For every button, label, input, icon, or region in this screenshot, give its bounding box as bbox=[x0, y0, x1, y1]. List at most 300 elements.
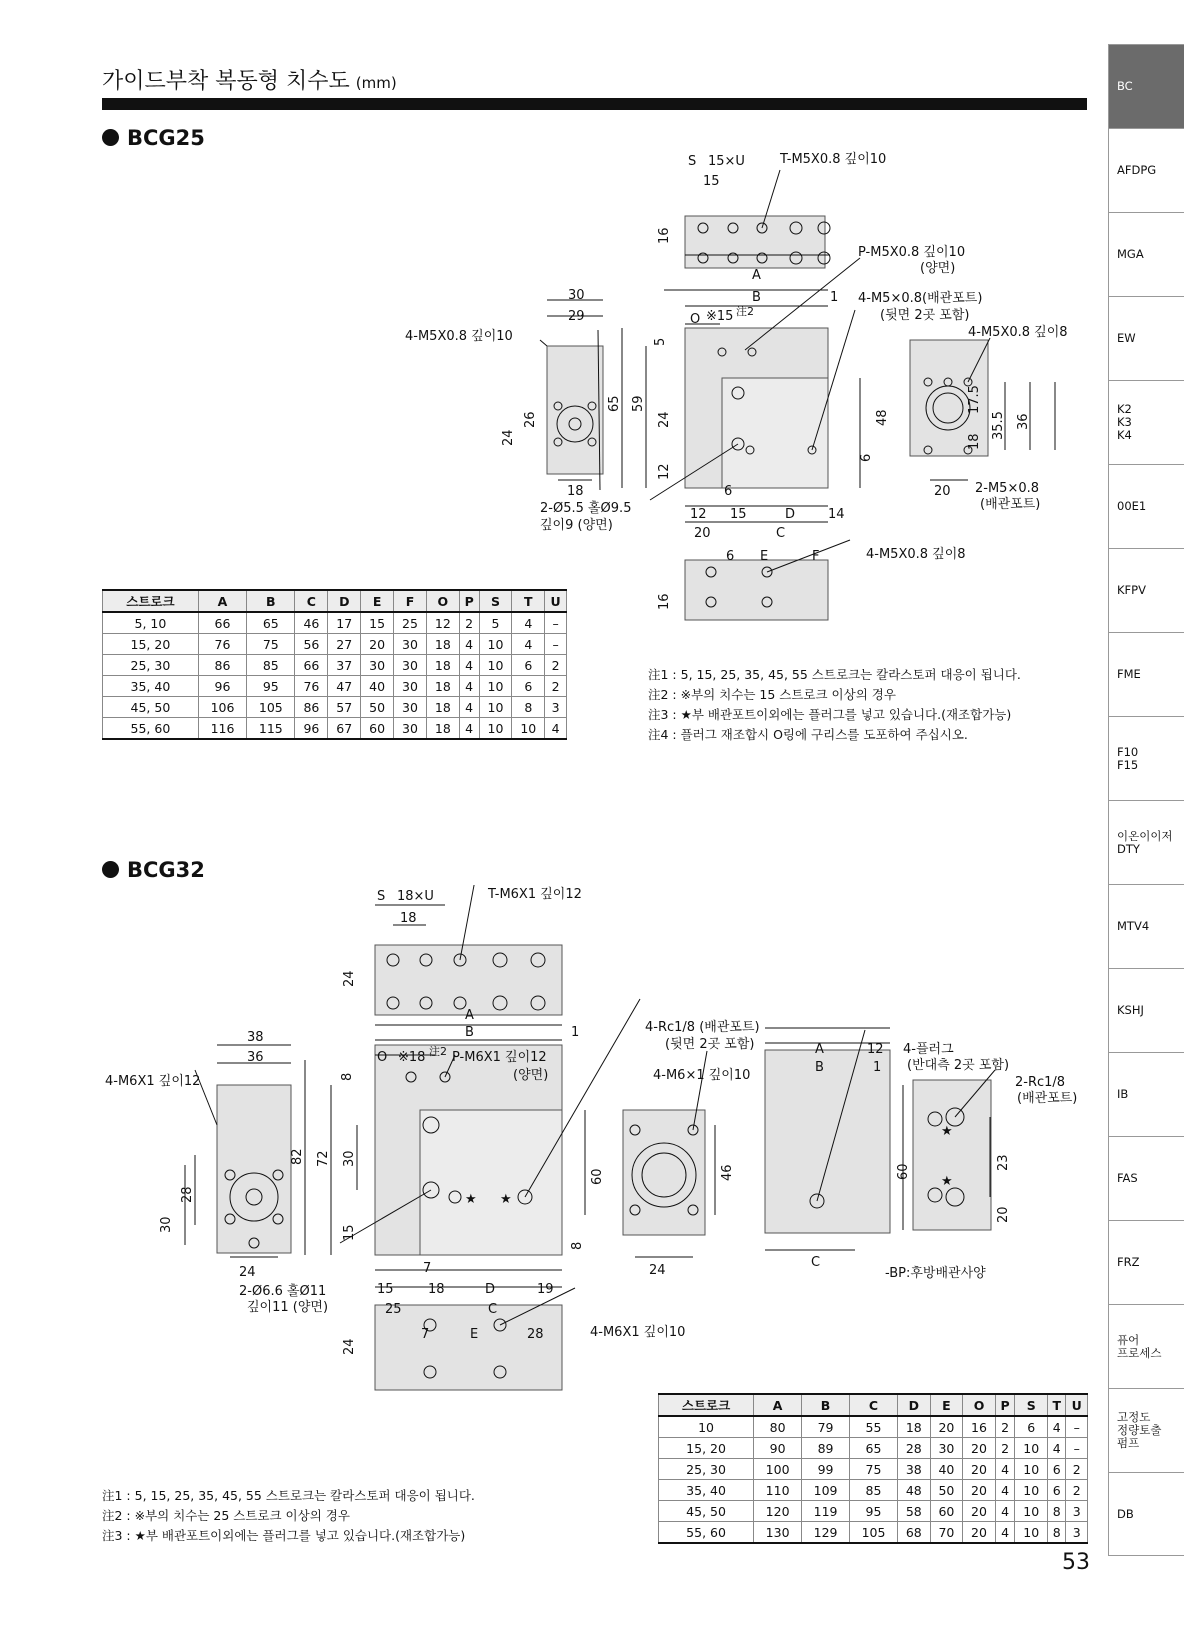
bcg32-label-d: D bbox=[485, 1282, 496, 1297]
table-cell: 20 bbox=[963, 1480, 996, 1501]
table-cell: 76 bbox=[198, 634, 246, 655]
bcg32-label-left-thread: 4-M6X1 깊이12 bbox=[105, 1074, 201, 1089]
bcg32-label-25: 25 bbox=[385, 1302, 402, 1317]
table-cell: 25, 30 bbox=[103, 655, 199, 676]
table-cell: 5 bbox=[479, 612, 512, 634]
table-cell: 37 bbox=[328, 655, 361, 676]
table-header-cell: B bbox=[802, 1394, 850, 1416]
bcg32-label-46: 46 bbox=[720, 1164, 735, 1181]
table-cell: 130 bbox=[754, 1522, 802, 1544]
category-sidebar bbox=[1108, 44, 1184, 1556]
table-cell: 6 bbox=[1015, 1416, 1048, 1438]
table-cell: – bbox=[545, 612, 567, 634]
table-cell: 86 bbox=[295, 697, 328, 718]
note-line: 注2 : ※부의 치수는 15 스트로크 이상의 경우 bbox=[648, 687, 896, 702]
bcg25-label-b-thread: 4-M5X0.8 깊이8 bbox=[866, 547, 966, 562]
table-cell: 15 bbox=[361, 612, 394, 634]
table-cell: 4 bbox=[995, 1522, 1015, 1544]
bcg32-label-24: 24 bbox=[342, 970, 357, 987]
table-row bbox=[659, 1416, 1088, 1438]
bcg32-label-hole: 2-Ø6.6 홀Ø11 bbox=[239, 1284, 327, 1299]
table-cell: 119 bbox=[802, 1501, 850, 1522]
table-cell: 4 bbox=[459, 634, 479, 655]
table-header-cell: E bbox=[930, 1394, 963, 1416]
table-cell: 65 bbox=[850, 1438, 898, 1459]
sidebar-item-label: EW bbox=[1117, 331, 1136, 345]
table-cell: 35, 40 bbox=[103, 676, 199, 697]
bcg32-label-rc-sub: (뒷면 2곳 포함) bbox=[665, 1037, 755, 1052]
bcg32-label-e: E bbox=[470, 1327, 479, 1342]
bcg32-label-m6: 4-M6×1 깊이10 bbox=[653, 1068, 751, 1083]
bcg25-label-hole: 2-Ø5.5 홀Ø9.5 bbox=[540, 501, 632, 516]
bcg25-label-6b: 6 bbox=[724, 484, 733, 499]
table-cell: – bbox=[1066, 1438, 1088, 1459]
section-heading-bcg32 bbox=[102, 858, 205, 882]
table-cell: 47 bbox=[328, 676, 361, 697]
table-cell: 3 bbox=[1066, 1522, 1088, 1544]
sidebar-item-label: F10 F15 bbox=[1117, 744, 1139, 772]
table-cell: 57 bbox=[328, 697, 361, 718]
bcg32-label-rc2-sub: (배관포트) bbox=[1017, 1091, 1078, 1106]
bcg25-label-14: 14 bbox=[828, 507, 845, 522]
bcg32-label-note-ref: 注2 bbox=[429, 1045, 447, 1058]
sidebar-item-label: FAS bbox=[1117, 1171, 1138, 1185]
bcg32-notes bbox=[102, 1486, 475, 1546]
table-cell: 18 bbox=[426, 697, 459, 718]
bcg32-label-15: 15 bbox=[342, 1224, 357, 1241]
bcg32-label-60: 60 bbox=[590, 1168, 605, 1185]
bcg25-label-36: 36 bbox=[1016, 413, 1031, 430]
table-cell: 18 bbox=[426, 634, 459, 655]
table-cell: 2 bbox=[1066, 1459, 1088, 1480]
table-cell: – bbox=[545, 634, 567, 655]
table-cell: 10 bbox=[479, 655, 512, 676]
bcg32-label-bp-60: 60 bbox=[896, 1163, 911, 1180]
sidebar-item-label: MTV4 bbox=[1117, 919, 1150, 933]
sidebar-item[interactable] bbox=[1108, 296, 1184, 380]
sidebar-item-label: K2 K3 K4 bbox=[1117, 402, 1132, 442]
table-cell: 67 bbox=[328, 718, 361, 740]
bcg32-label-bp-1: 1 bbox=[873, 1060, 882, 1075]
bcg25-drawing bbox=[400, 150, 1100, 640]
bcg32-label-bp-a: A bbox=[815, 1042, 824, 1057]
bcg32-label-72: 72 bbox=[316, 1150, 331, 1167]
table-header-cell: F bbox=[394, 590, 427, 612]
page-title-text: 가이드부착 복동형 치수도 bbox=[102, 69, 350, 94]
table-cell: 79 bbox=[802, 1416, 850, 1438]
table-cell: 105 bbox=[247, 697, 295, 718]
table-cell: 10 bbox=[1015, 1480, 1048, 1501]
table-cell: – bbox=[1066, 1416, 1088, 1438]
bcg32-label-19: 19 bbox=[537, 1282, 554, 1297]
bcg32-label-bp-b: B bbox=[815, 1060, 824, 1075]
table-cell: 6 bbox=[1048, 1459, 1066, 1480]
bcg25-label-left-thread: 4-M5X0.8 깊이10 bbox=[405, 329, 513, 344]
table-cell: 106 bbox=[198, 697, 246, 718]
table-cell: 45, 50 bbox=[103, 697, 199, 718]
sidebar-item[interactable] bbox=[1108, 1388, 1184, 1472]
bcg25-notes bbox=[648, 665, 1021, 745]
sidebar-item-label: FME bbox=[1117, 667, 1141, 681]
table-header-cell: P bbox=[459, 590, 479, 612]
table-cell: 48 bbox=[897, 1480, 930, 1501]
bcg32-bottom-view bbox=[375, 1305, 562, 1390]
table-cell: 30 bbox=[394, 697, 427, 718]
bcg25-label-12: 12 bbox=[657, 463, 672, 480]
page-title-unit: (mm) bbox=[355, 74, 397, 92]
table-cell: 105 bbox=[850, 1522, 898, 1544]
bcg32-label-30: 30 bbox=[342, 1150, 357, 1167]
table-row bbox=[103, 697, 567, 718]
bcg32-table-header bbox=[659, 1394, 1088, 1416]
table-cell: 16 bbox=[963, 1416, 996, 1438]
bcg32-label-rc2: 2-Rc1/8 bbox=[1015, 1075, 1066, 1090]
sidebar-item-label: AFDPG bbox=[1117, 163, 1157, 177]
sidebar-item[interactable] bbox=[1108, 1220, 1184, 1304]
bcg25-label-48: 48 bbox=[875, 409, 890, 426]
sidebar-item-label: 00E1 bbox=[1117, 499, 1147, 513]
table-cell: 4 bbox=[1048, 1438, 1066, 1459]
table-cell: 4 bbox=[995, 1459, 1015, 1480]
table-header-cell: E bbox=[361, 590, 394, 612]
title-divider bbox=[102, 98, 1087, 110]
sidebar-item-label: FRZ bbox=[1117, 1255, 1140, 1269]
table-header-cell: U bbox=[545, 590, 567, 612]
table-cell: 40 bbox=[361, 676, 394, 697]
bcg32-label-p-both: (양면) bbox=[513, 1068, 549, 1083]
bcg32-label-18u: 18×U bbox=[397, 889, 434, 904]
sidebar-item-label: 고정도 정량토출 펌프 bbox=[1117, 1410, 1162, 1450]
table-cell: 5, 10 bbox=[103, 612, 199, 634]
table-header-cell: P bbox=[995, 1394, 1015, 1416]
table-cell: 8 bbox=[1048, 1522, 1066, 1544]
svg-text:★: ★ bbox=[500, 1192, 512, 1207]
table-row bbox=[659, 1522, 1088, 1544]
bcg32-label-s: S bbox=[377, 889, 386, 904]
table-cell: 66 bbox=[295, 655, 328, 676]
table-cell: 4 bbox=[459, 655, 479, 676]
bcg32-label-82: 82 bbox=[290, 1148, 305, 1165]
bcg32-label-18b: 18 bbox=[428, 1282, 445, 1297]
sidebar-item-label: 퓨어 프로세스 bbox=[1117, 1332, 1162, 1360]
sidebar-item[interactable] bbox=[1108, 632, 1184, 716]
bcg25-label-175: 17.5 bbox=[967, 385, 982, 414]
table-cell: 76 bbox=[295, 676, 328, 697]
bcg32-label-28b: 28 bbox=[527, 1327, 544, 1342]
table-cell: 66 bbox=[198, 612, 246, 634]
sidebar-item-label: IB bbox=[1117, 1087, 1129, 1101]
sidebar-item[interactable] bbox=[1108, 1472, 1184, 1556]
table-cell: 85 bbox=[850, 1480, 898, 1501]
note-line: 注4 : 플러그 재조합시 O링에 구리스를 도포하여 주십시오. bbox=[648, 727, 968, 742]
bcg32-label-o: O bbox=[377, 1050, 388, 1065]
table-cell: 96 bbox=[198, 676, 246, 697]
bcg32-label-hole-depth: 깊이11 (양면) bbox=[247, 1300, 329, 1315]
table-cell: 4 bbox=[512, 634, 545, 655]
sidebar-item-label: DB bbox=[1117, 1506, 1134, 1521]
bcg32-label-a: A bbox=[465, 1008, 474, 1023]
bcg32-label-plug-sub: (반대측 2곳 포함) bbox=[907, 1058, 1010, 1073]
note-line: 注1 : 5, 15, 25, 35, 45, 55 스트로크는 칼라스토퍼 대응이 됩니다. bbox=[648, 667, 1021, 682]
table-cell: 56 bbox=[295, 634, 328, 655]
table-cell: 15, 20 bbox=[103, 634, 199, 655]
bcg32-label-28: 28 bbox=[180, 1186, 195, 1203]
bcg25-label-note-ref: 注2 bbox=[736, 305, 754, 318]
table-cell: 2 bbox=[459, 612, 479, 634]
bcg32-label-bp-c: C bbox=[811, 1255, 821, 1270]
bullet-icon bbox=[102, 861, 119, 878]
table-cell: 2 bbox=[545, 655, 567, 676]
table-cell: 46 bbox=[295, 612, 328, 634]
bcg25-spec-table bbox=[102, 589, 567, 740]
bcg25-label-26: 26 bbox=[523, 411, 538, 428]
table-cell: 58 bbox=[897, 1501, 930, 1522]
bcg25-label-port-sub: (뒷면 2곳 포함) bbox=[880, 308, 970, 323]
table-row bbox=[103, 655, 567, 676]
table-cell: 18 bbox=[897, 1416, 930, 1438]
table-cell: 38 bbox=[897, 1459, 930, 1480]
bcg25-label-16: 16 bbox=[657, 227, 672, 244]
bcg32-label-18: 18 bbox=[400, 911, 417, 926]
bcg25-label-o: O bbox=[690, 312, 701, 327]
bcg32-bp-end-view bbox=[913, 1080, 991, 1230]
table-cell: 10 bbox=[479, 697, 512, 718]
table-row bbox=[103, 612, 567, 634]
bcg32-drawing bbox=[95, 885, 1095, 1405]
bcg32-label-bp-12: 12 bbox=[867, 1042, 884, 1057]
table-cell: 2 bbox=[995, 1438, 1015, 1459]
table-cell: 60 bbox=[930, 1501, 963, 1522]
table-cell: 50 bbox=[361, 697, 394, 718]
bcg25-label-t-thread: T-M5X0.8 깊이10 bbox=[780, 152, 887, 167]
bcg32-label-c: C bbox=[488, 1302, 498, 1317]
table-cell: 45, 50 bbox=[659, 1501, 754, 1522]
table-cell: 10 bbox=[1015, 1459, 1048, 1480]
bcg32-label-30b: 30 bbox=[159, 1216, 174, 1233]
bcg25-label-p-thread: P-M5X0.8 깊이10 bbox=[858, 245, 966, 260]
table-cell: 6 bbox=[1048, 1480, 1066, 1501]
table-cell: 20 bbox=[930, 1416, 963, 1438]
bcg32-label-b24: 24 bbox=[342, 1338, 357, 1355]
table-cell: 12 bbox=[426, 612, 459, 634]
bcg25-label-355: 35.5 bbox=[991, 411, 1006, 440]
table-cell: 129 bbox=[802, 1522, 850, 1544]
sidebar-item[interactable] bbox=[1108, 716, 1184, 800]
table-cell: 18 bbox=[426, 718, 459, 740]
sidebar-item[interactable] bbox=[1108, 44, 1184, 128]
table-cell: 30 bbox=[394, 718, 427, 740]
table-cell: 100 bbox=[754, 1459, 802, 1480]
table-cell: 10 bbox=[479, 718, 512, 740]
table-cell: 89 bbox=[802, 1438, 850, 1459]
table-header-cell: O bbox=[963, 1394, 996, 1416]
table-cell: 40 bbox=[930, 1459, 963, 1480]
bcg25-label-m5port-sub: (배관포트) bbox=[980, 497, 1041, 512]
table-cell: 10 bbox=[659, 1416, 754, 1438]
table-cell: 20 bbox=[963, 1459, 996, 1480]
sidebar-item[interactable] bbox=[1108, 1136, 1184, 1220]
table-header-cell: S bbox=[479, 590, 512, 612]
table-cell: 4 bbox=[545, 718, 567, 740]
table-cell: 50 bbox=[930, 1480, 963, 1501]
bcg32-label-plug: 4-플러그 bbox=[903, 1042, 954, 1057]
bcg25-label-p-both: (양면) bbox=[920, 261, 956, 276]
table-cell: 4 bbox=[512, 612, 545, 634]
bcg25-label-12b: 12 bbox=[690, 507, 707, 522]
bcg25-label-f: F bbox=[812, 549, 820, 564]
table-cell: 80 bbox=[754, 1416, 802, 1438]
table-cell: 8 bbox=[1048, 1501, 1066, 1522]
bcg32-label-24r: 24 bbox=[649, 1263, 666, 1278]
table-cell: 10 bbox=[1015, 1522, 1048, 1544]
bcg25-label-d: D bbox=[785, 507, 796, 522]
table-cell: 30 bbox=[930, 1438, 963, 1459]
table-cell: 3 bbox=[1066, 1501, 1088, 1522]
table-row bbox=[659, 1438, 1088, 1459]
bcg32-spec-table bbox=[658, 1393, 1088, 1544]
bcg25-label-5: 5 bbox=[653, 337, 668, 346]
table-cell: 2 bbox=[995, 1416, 1015, 1438]
table-cell: 20 bbox=[361, 634, 394, 655]
table-cell: 8 bbox=[512, 697, 545, 718]
bcg32-label-rc: 4-Rc1/8 (배관포트) bbox=[645, 1020, 760, 1035]
sidebar-item-label: 이온이이저 DTY bbox=[1117, 828, 1173, 856]
note-line: 注3 : ★부 배관포트이외에는 플러그를 넣고 있습니다.(재조합가능) bbox=[648, 707, 1012, 722]
bcg32-bp-side-view bbox=[765, 1050, 890, 1233]
table-cell: 25, 30 bbox=[659, 1459, 754, 1480]
bcg25-label-20r: 20 bbox=[934, 484, 951, 499]
table-cell: 68 bbox=[897, 1522, 930, 1544]
bcg25-label-b: B bbox=[752, 290, 761, 305]
bcg25-label-15: 15 bbox=[703, 174, 720, 189]
table-row bbox=[103, 718, 567, 740]
bcg25-label-15b: 15 bbox=[730, 507, 747, 522]
sidebar-item[interactable] bbox=[1108, 128, 1184, 212]
table-cell: 55, 60 bbox=[103, 718, 199, 740]
svg-text:★: ★ bbox=[941, 1124, 953, 1139]
table-cell: 90 bbox=[754, 1438, 802, 1459]
bcg25-label-m5port: 2-M5×0.8 bbox=[975, 481, 1040, 496]
sidebar-item[interactable] bbox=[1108, 464, 1184, 548]
sidebar-item[interactable] bbox=[1108, 1304, 1184, 1388]
table-cell: 20 bbox=[963, 1501, 996, 1522]
bcg25-label-note15: ※15 bbox=[706, 309, 734, 324]
svg-text:★: ★ bbox=[941, 1174, 953, 1189]
sidebar-item[interactable] bbox=[1108, 1052, 1184, 1136]
table-cell: 70 bbox=[930, 1522, 963, 1544]
table-cell: 86 bbox=[198, 655, 246, 676]
bcg25-label-s: S bbox=[688, 154, 697, 169]
table-cell: 30 bbox=[394, 634, 427, 655]
bcg25-label-port: 4-M5×0.8(배관포트) bbox=[858, 291, 983, 306]
bcg25-label-18r: 18 bbox=[967, 433, 982, 450]
table-header-cell: B bbox=[247, 590, 295, 612]
bcg25-label-m5-depth8: 4-M5X0.8 깊이8 bbox=[968, 325, 1068, 340]
section-heading-bcg32-text: BCG32 bbox=[127, 858, 205, 882]
sidebar-item[interactable] bbox=[1108, 800, 1184, 884]
sidebar-item-label: BC bbox=[1117, 79, 1133, 93]
table-cell: 4 bbox=[995, 1501, 1015, 1522]
bcg25-label-a: A bbox=[752, 268, 761, 283]
table-header-cell: T bbox=[512, 590, 545, 612]
bcg32-label-8b: 8 bbox=[570, 1241, 585, 1250]
page-number: 53 bbox=[1062, 1550, 1090, 1575]
note-line: 注2 : ※부의 치수는 25 스트로크 이상의 경우 bbox=[102, 1508, 350, 1523]
sidebar-item[interactable] bbox=[1108, 380, 1184, 464]
table-header-cell: 스트로크 bbox=[103, 590, 199, 612]
sidebar-item[interactable] bbox=[1108, 968, 1184, 1052]
table-cell: 4 bbox=[1048, 1416, 1066, 1438]
table-cell: 85 bbox=[247, 655, 295, 676]
bcg32-label-bp-note: -BP:후방배관사양 bbox=[885, 1266, 986, 1281]
bcg32-label-15b: 15 bbox=[377, 1282, 394, 1297]
table-cell: 4 bbox=[995, 1480, 1015, 1501]
table-header-cell: D bbox=[328, 590, 361, 612]
bcg25-label-20: 20 bbox=[694, 526, 711, 541]
table-cell: 55, 60 bbox=[659, 1522, 754, 1544]
bcg25-label-29: 29 bbox=[568, 309, 585, 324]
bcg25-label-59: 59 bbox=[631, 395, 646, 412]
table-cell: 95 bbox=[247, 676, 295, 697]
table-cell: 4 bbox=[459, 697, 479, 718]
bcg32-label-t-thread: T-M6X1 깊이12 bbox=[488, 887, 582, 902]
bcg25-label-e: E bbox=[760, 549, 769, 564]
table-cell: 27 bbox=[328, 634, 361, 655]
table-cell: 35, 40 bbox=[659, 1480, 754, 1501]
bcg25-end-view bbox=[547, 346, 603, 474]
bcg25-label-b6: 6 bbox=[726, 549, 735, 564]
table-header-cell: 스트로크 bbox=[659, 1394, 754, 1416]
bcg32-label-b7: 7 bbox=[421, 1327, 430, 1342]
svg-text:★: ★ bbox=[465, 1192, 477, 1207]
table-cell: 10 bbox=[512, 718, 545, 740]
table-cell: 2 bbox=[1066, 1480, 1088, 1501]
bcg32-end-view bbox=[217, 1085, 291, 1253]
table-cell: 30 bbox=[361, 655, 394, 676]
sidebar-item[interactable] bbox=[1108, 548, 1184, 632]
table-cell: 120 bbox=[754, 1501, 802, 1522]
bcg25-label-24: 24 bbox=[657, 411, 672, 428]
bcg25-label-30: 30 bbox=[568, 288, 585, 303]
bcg25-label-15u: 15×U bbox=[708, 154, 745, 169]
table-cell: 4 bbox=[459, 718, 479, 740]
bcg25-table-header bbox=[103, 590, 567, 612]
bcg25-label-c: C bbox=[776, 526, 786, 541]
table-cell: 110 bbox=[754, 1480, 802, 1501]
sidebar-item[interactable] bbox=[1108, 212, 1184, 296]
table-cell: 20 bbox=[963, 1522, 996, 1544]
table-row bbox=[659, 1501, 1088, 1522]
table-row bbox=[103, 676, 567, 697]
table-cell: 6 bbox=[512, 676, 545, 697]
sidebar-item-label: KFPV bbox=[1117, 583, 1146, 597]
bcg25-label-hole-depth: 깊이9 (양면) bbox=[540, 518, 613, 533]
bcg32-label-bp-23: 23 bbox=[996, 1154, 1011, 1171]
bcg25-label-65: 65 bbox=[607, 395, 622, 412]
sidebar-item[interactable] bbox=[1108, 884, 1184, 968]
table-cell: 95 bbox=[850, 1501, 898, 1522]
section-heading-bcg25-text: BCG25 bbox=[127, 126, 205, 150]
table-cell: 75 bbox=[850, 1459, 898, 1480]
page-title bbox=[102, 64, 397, 95]
bcg32-label-p-thread: P-M6X1 깊이12 bbox=[452, 1050, 547, 1065]
bcg32-label-b-thread: 4-M6X1 깊이10 bbox=[590, 1325, 686, 1340]
table-cell: 30 bbox=[394, 655, 427, 676]
table-header-cell: A bbox=[198, 590, 246, 612]
table-row bbox=[659, 1459, 1088, 1480]
table-header-cell: U bbox=[1066, 1394, 1088, 1416]
table-cell: 6 bbox=[512, 655, 545, 676]
